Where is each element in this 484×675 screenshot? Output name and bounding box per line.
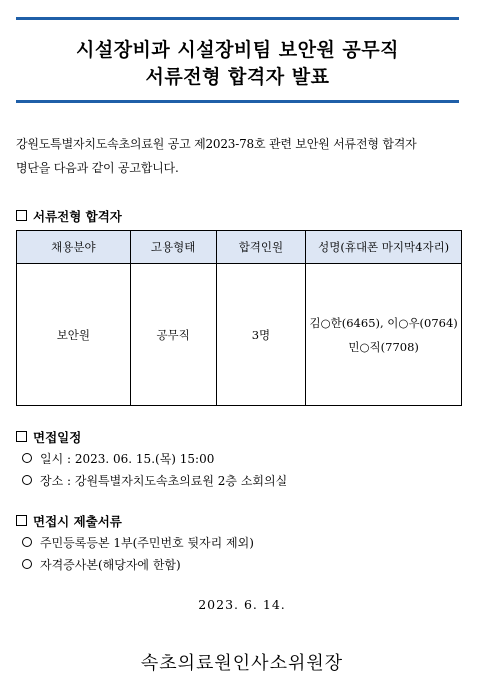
names-line-2: 민○직(7708) <box>348 339 419 354</box>
document-item-1: 주민등록등본 1부(주민번호 뒷자리 제외) <box>40 536 254 550</box>
passers-table <box>16 230 462 406</box>
circle-bullet-icon <box>22 559 32 569</box>
title-bottom-rule <box>16 100 459 103</box>
list-item <box>22 450 214 467</box>
table-header-cell: 성명(휴대폰 마지막4자리) <box>306 231 462 264</box>
interview-place: 장소 : 강원특별자치도속초의료원 2층 소회의실 <box>40 474 288 488</box>
table-header-cell: 고용형태 <box>130 231 216 264</box>
section-heading-interview-label: 면접일정 <box>33 430 82 445</box>
names-line-1: 김○한(6465), 이○우(0764) <box>309 315 458 330</box>
section-heading-passers-label: 서류전형 합격자 <box>33 209 122 224</box>
intro-paragraph <box>16 132 464 180</box>
table-header-cell: 합격인원 <box>216 231 306 264</box>
title-line-1: 시설장비과 시설장비팀 보안원 공무직 <box>75 39 399 61</box>
intro-line-2: 명단을 다음과 같이 공고합니다. <box>16 161 179 175</box>
cell-field: 보안원 <box>17 264 131 406</box>
title-top-rule <box>16 17 459 20</box>
cell-names <box>306 264 462 406</box>
intro-line-1: 강원도특별자치도속초의료원 공고 제2023-78호 관련 보안원 서류전형 합격자 <box>16 137 417 151</box>
title-line-2: 서류전형 합격자 발표 <box>145 66 330 88</box>
list-item <box>22 556 181 573</box>
list-item <box>22 472 287 489</box>
section-heading-interview <box>16 428 81 446</box>
circle-bullet-icon <box>22 475 32 485</box>
cell-employment-type: 공무직 <box>130 264 216 406</box>
signer-name: 속초의료원인사소위원장 <box>140 653 344 674</box>
table-row <box>17 264 462 406</box>
circle-bullet-icon <box>22 453 32 463</box>
cell-count: 3명 <box>216 264 306 406</box>
square-bullet-icon <box>16 210 27 221</box>
section-heading-documents-label: 면접시 제출서류 <box>33 514 122 529</box>
list-item <box>22 534 254 551</box>
document-item-2: 자격증사본(해당자에 한함) <box>40 558 181 572</box>
section-heading-documents <box>16 512 122 530</box>
table-header-cell: 채용분야 <box>17 231 131 264</box>
square-bullet-icon <box>16 515 27 526</box>
announcement-date: 2023. 6. 14. <box>198 597 286 612</box>
circle-bullet-icon <box>22 537 32 547</box>
table-header-row <box>17 231 462 264</box>
section-heading-passers <box>16 207 122 225</box>
square-bullet-icon <box>16 431 27 442</box>
interview-time: 일시 : 2023. 06. 15.(목) 15:00 <box>40 452 215 466</box>
